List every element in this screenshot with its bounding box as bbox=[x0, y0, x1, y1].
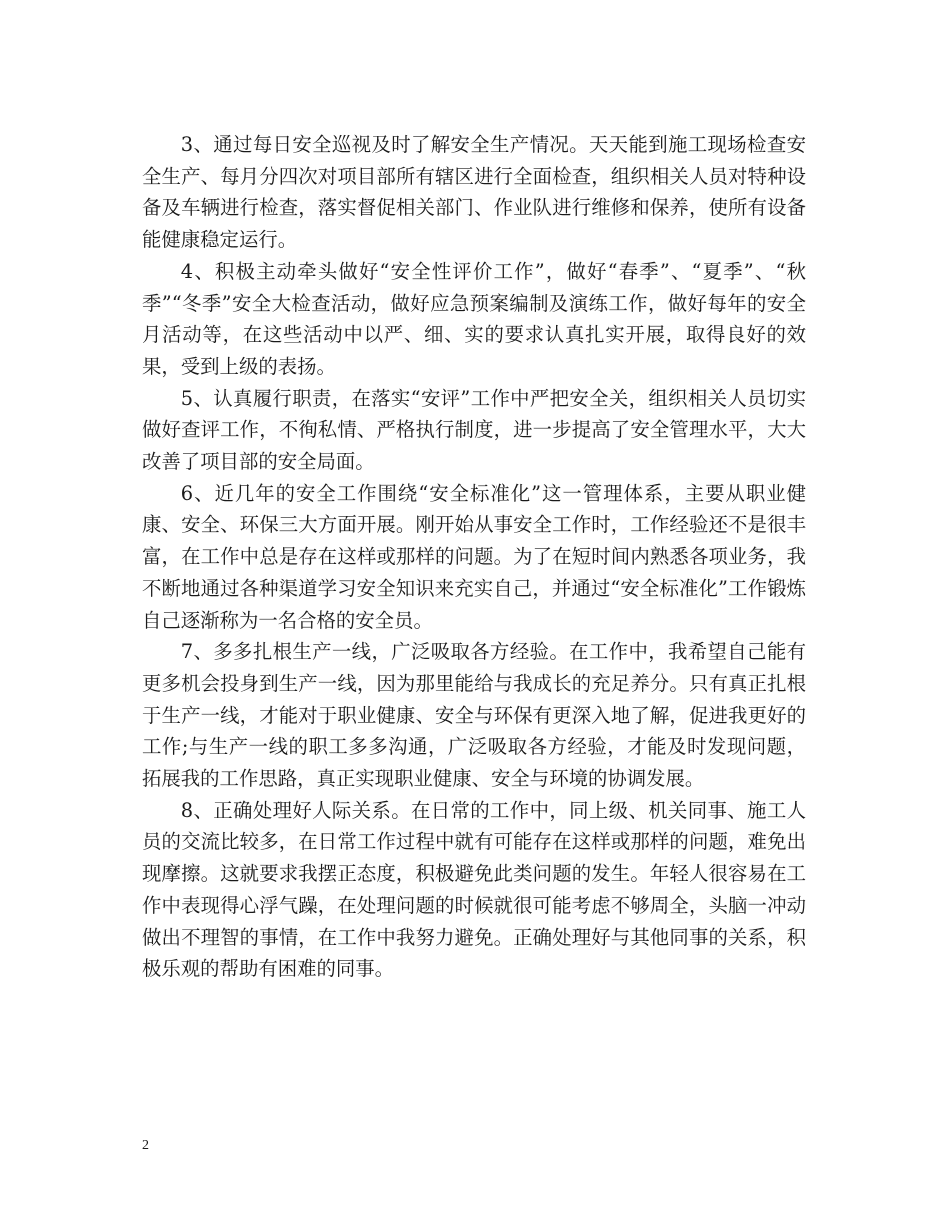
paragraph-item-8: 8、正确处理好人际关系。在日常的工作中，同上级、机关同事、施工人员的交流比较多，在日常工作过程中就有可能存在这样或那样的问题，难免出现摩擦。这就要求我摆正态度，积极避免此类问题的发生。年轻人很容易在工作中表现得心浮气躁，在处理问题的时候就很可能考虑不够周全，头脑一冲动做出不理智的事情，在工作中我努力避免。正确处理好与其他同事的关系，积极乐观的帮助有困难的同事。 bbox=[142, 798, 806, 981]
paragraph-item-5: 5、认真履行职责，在落实“安评”工作中严把安全关，组织相关人员切实做好查评工作，不徇私情、严格执行制度，进一步提高了安全管理水平，大大改善了项目部的安全局面。 bbox=[142, 386, 806, 474]
page-number: 2 bbox=[142, 1138, 149, 1153]
paragraph-item-3: 3、通过每日安全巡视及时了解安全生产情况。天天能到施工现场检查安全生产、每月分四次对项目部所有辖区进行全面检查，组织相关人员对特种设备及车辆进行检查，落实督促相关部门、作业队进行维修和保养，使所有设备能健康稳定运行。 bbox=[142, 133, 806, 252]
document-body bbox=[142, 129, 806, 985]
paragraph-item-4: 4、积极主动牵头做好“安全性评价工作”，做好“春季”、“夏季”、“秋季”“冬季”安全大检查活动，做好应急预案编制及演练工作，做好每年的安全月活动等，在这些活动中以严、细、实的要求认真扎实开展，取得良好的效果，受到上级的表扬。 bbox=[142, 259, 806, 378]
paragraph-item-7: 7、多多扎根生产一线，广泛吸取各方经验。在工作中，我希望自己能有更多机会投身到生产一线，因为那里能给与我成长的充足养分。只有真正扎根于生产一线，才能对于职业健康、安全与环保有更深入地了解，促进我更好的工作;与生产一线的职工多多沟通，广泛吸取各方经验，才能及时发现问题，拓展我的工作思路，真正实现职业健康、安全与环境的协调发展。 bbox=[142, 640, 806, 791]
paragraph-item-6: 6、近几年的安全工作围绕“安全标准化”这一管理体系，主要从职业健康、安全、环保三大方面开展。刚开始从事安全工作时，工作经验还不是很丰富，在工作中总是存在这样或那样的问题。为了在短时间内熟悉各项业务，我不断地通过各种渠道学习安全知识来充实自己，并通过“安全标准化”工作锻炼自己逐渐称为一名合格的安全员。 bbox=[142, 481, 806, 632]
